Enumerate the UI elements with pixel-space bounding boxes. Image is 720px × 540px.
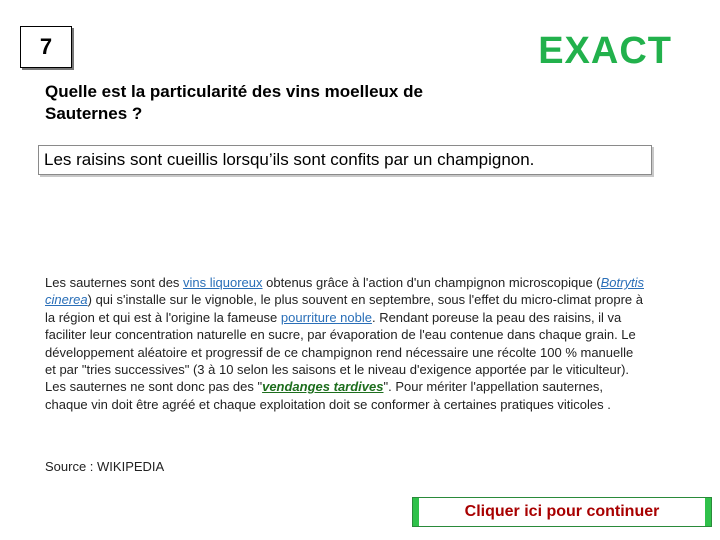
link-botrytis-cinerea[interactable]: Botrytis cinerea [45,275,644,308]
explanation-paragraph [45,274,645,413]
link-pourriture-noble[interactable]: pourriture noble [280,309,372,325]
explanation-text-5: ". Pour mériter l'appellation sauternes, chaque vin doit être agréé et chaque exploitation doit se conformer à certaines pratiques viticoles . [45,379,611,412]
question-number-box [20,26,72,68]
question-text: Quelle est la particularité des vins moelleux de Sauternes ? [45,82,423,123]
link-vins-liquoreux[interactable]: vins liquoreux [183,275,263,290]
explanation-text-3: ) qui s'installe sur le vignoble, le plus souvent en septembre, sous l'effet du micro-climat propre à la région et qui est à l'origine la fameuse [45,292,643,325]
answer-text: Les raisins sont cueillis lorsqu’ils sont confits par un champignon. [44,150,535,169]
link-vendanges-tardives[interactable]: vendanges tardives [262,379,384,395]
continue-button[interactable] [412,497,712,527]
answer-box [38,145,652,175]
explanation-text-4: . Rendant poreuse la peau des raisins, il va faciliter leur concentration naturelle en sucre, par évaporation de l'eau contenue dans chaque grain. Le développement aléatoire et progressif de ce champignon rend nécessaire une récolte 100 % manuelle et par "tries successives" (3 à 10 selon les saisons et le niveau d'exigence apportée par le viticulteur). Les sauternes ne sont donc pas des " [45,309,636,395]
source-text: Source : WIKIPEDIA [45,459,165,474]
explanation-text-2: obtenus grâce à l'action d'un champignon microscopique ( [262,275,601,290]
explanation-text-1: Les sauternes sont des [45,275,184,290]
question-number: 7 [39,34,53,59]
result-label: EXACT [538,30,672,72]
continue-button-label: Cliquer ici pour continuer [419,498,705,526]
